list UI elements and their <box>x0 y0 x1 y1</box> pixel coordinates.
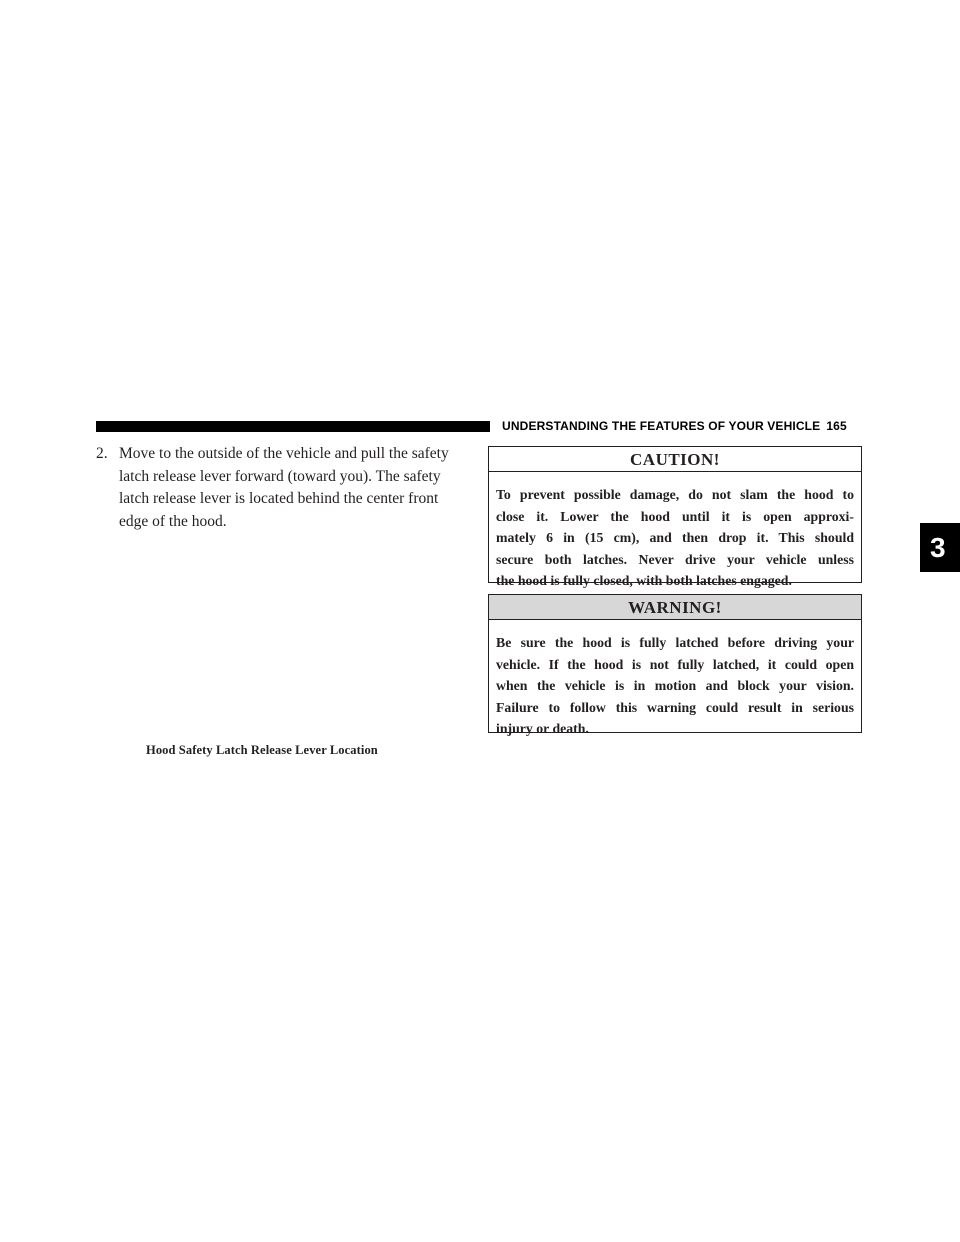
caution-body <box>489 472 861 600</box>
caution-line: the hood is fully closed, with both latches engaged. <box>496 573 792 588</box>
warning-line: injury or death. <box>496 721 589 736</box>
warning-title: WARNING! <box>489 595 861 620</box>
caution-box <box>488 446 862 588</box>
caution-line: mately 6 in (15 cm), and then drop it. This should <box>496 530 854 545</box>
warning-line: when the vehicle is in motion and block your vision. <box>496 678 854 693</box>
step-line: latch release lever forward (toward you). The safety <box>119 467 441 485</box>
step-line: Move to the outside of the vehicle and pull the safety <box>119 445 449 462</box>
warning-line: vehicle. If the hood is not fully latched, it could open <box>496 656 854 672</box>
running-header <box>502 418 864 435</box>
step-number: 2. <box>96 445 108 462</box>
step-line: edge of the hood. <box>119 512 227 530</box>
figure-caption: Hood Safety Latch Release Lever Location <box>146 743 378 757</box>
caution-line: To prevent possible damage, do not slam the hood to <box>496 487 854 502</box>
warning-line: Be sure the hood is fully latched before driving your <box>496 635 854 650</box>
caution-line: secure both latches. Never drive your vehicle unless <box>496 551 854 567</box>
warning-box <box>488 594 862 736</box>
page-number: 165 <box>826 419 847 433</box>
warning-line: Failure to follow this warning could result in serious <box>496 699 854 715</box>
section-title: UNDERSTANDING THE FEATURES OF YOUR VEHICLE <box>502 419 821 433</box>
chapter-tab: 3 <box>920 523 960 572</box>
header-rule <box>96 421 490 432</box>
warning-body <box>489 620 861 748</box>
caution-line: close it. Lower the hood until it is open approxi- <box>496 508 854 524</box>
step-line: latch release lever is located behind the center front <box>119 490 439 507</box>
step-text <box>96 443 474 533</box>
step-item <box>96 443 474 533</box>
caution-title: CAUTION! <box>489 447 861 472</box>
